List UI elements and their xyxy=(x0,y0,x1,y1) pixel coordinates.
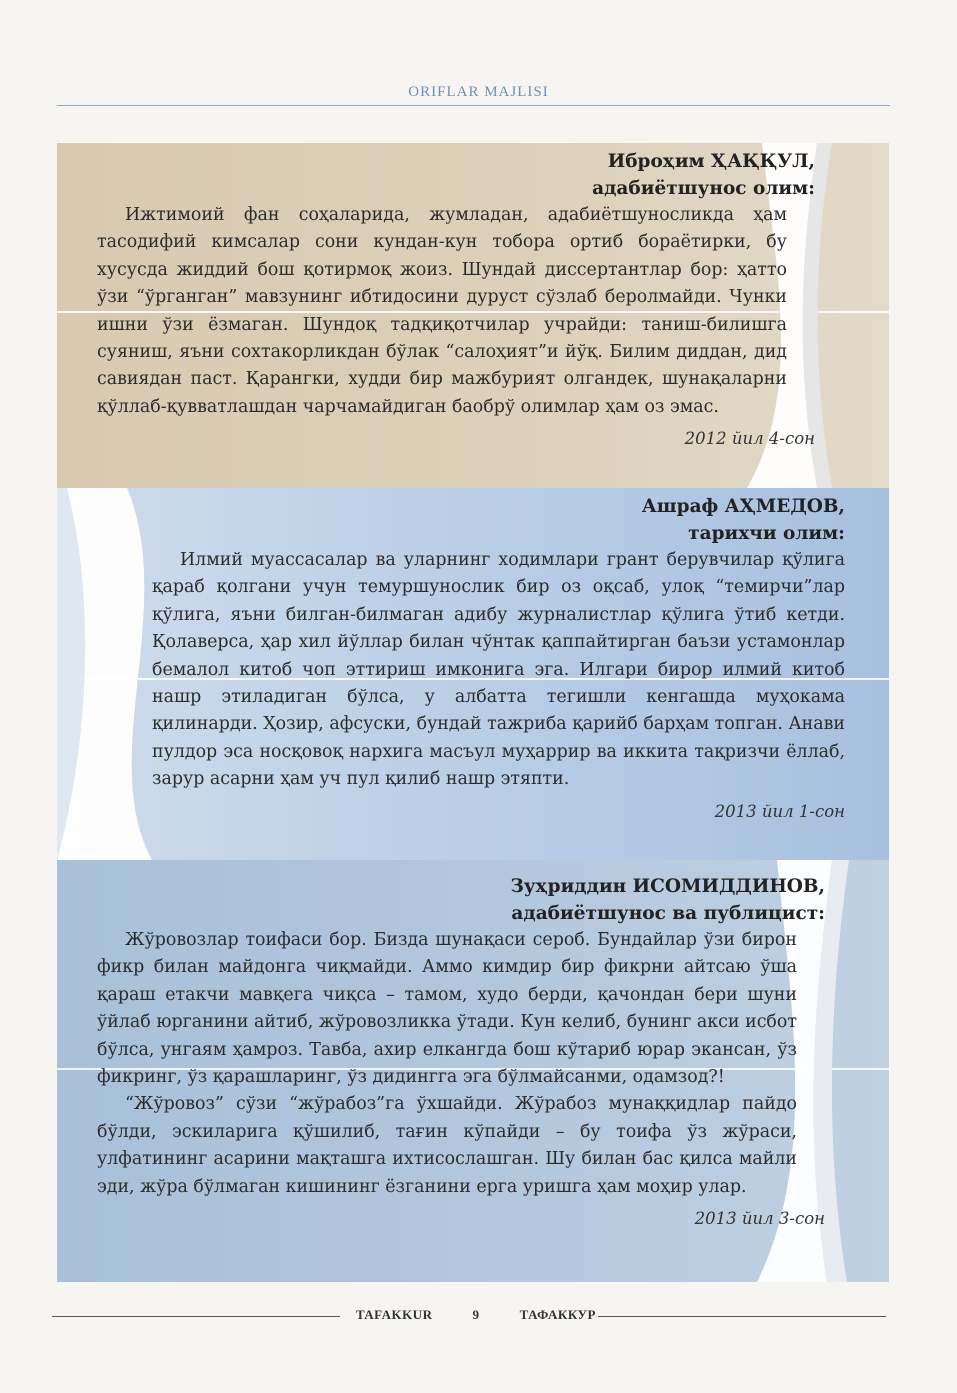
footer-rule-left xyxy=(52,1316,340,1317)
footer-title-cyrillic: ТАФАККУР xyxy=(519,1307,596,1322)
quote-block xyxy=(152,493,845,825)
quote-paragraph: Ижтимоий фан соҳаларида, жумладан, адабиётшуносликда ҳам тасодифий кимсалар сони кундан-кун тобора ортиб бораётирки, бу хусусда жиддий бош қотирмоқ жоиз. Шундай диссертантлар бор: ҳатто ўзи “ўрганган” мавзунинг ибтидосини дуруст сўзлаб беролмайди. Чунки ишни ўзи ёзмаган. Шундоқ тадқиқотчилар учрайди: таниш-билишга суяниш, яъни сохтакорликдан бўлак “салоҳият”и йўқ. Билим диддан, дид савиядан паст. Қарангки, худди бир мажбурият олгандек, шунақаларни қўллаб-қувватлашдан чарчамайдиган баобрў олимлар ҳам оз эмас. xyxy=(97,205,787,417)
author-name: Зуҳриддин ИСОМИДДИНОВ, xyxy=(510,876,825,897)
author-role: адабиётшунос ва публицист: xyxy=(511,903,825,924)
author-name: Иброҳим ҲАҚҚУЛ, xyxy=(607,151,815,172)
page-number: 9 xyxy=(472,1307,480,1322)
issue-source: 2012 йил 4-сон xyxy=(684,429,815,449)
page-footer xyxy=(0,1307,957,1327)
quote-panel-3 xyxy=(57,860,889,1282)
footer-rule-right xyxy=(598,1316,886,1317)
quote-block xyxy=(97,148,815,453)
quote-paragraph: “Жўровоз” сўзи “жўрабоз”га ўхшайди. Жўрабоз мунаққидлар пайдо бўлди, эскиларига қўшилиб, тағин кўпайди – бу тоифа ўз жўраси, улфатининг асарини мақташга ихтисослашган. Шу билан бас қилса майли эди, жўра бўлмаган кишининг ёзганини ерга уришга ҳам моҳир улар. xyxy=(97,1094,797,1197)
issue-source: 2013 йил 1-сон xyxy=(714,801,845,821)
quote-block xyxy=(97,873,825,1232)
running-head: ORIFLAR MAJLISI xyxy=(408,84,549,100)
quote-panel-1 xyxy=(57,143,889,488)
quote-paragraph: Жўровозлар тоифаси бор. Бизда шунақаси сероб. Бундайлар ўзи бирон фикр билан майдонга чиқмайди. Аммо кимдир бир фикрни айтсаю ўша қараш етакчи мавқега чиқса – тамом, худо берди, қачондан бери шуни ўйлаб юрганини айтиб, жўровозликка ўтади. Кун келиб, бунинг акси исбот бўлса, унгаям ҳамроз. Тавба, ахир елкангда бош кўтариб юрар экансан, ўз фикринг, ўз қарашларинг, ўз дидингга эга бўлмайсанми, одамзод?! xyxy=(97,930,797,1088)
author-role: адабиётшунос олим: xyxy=(592,178,815,199)
author-name: Ашраф АҲМЕДОВ, xyxy=(641,496,845,517)
issue-source: 2013 йил 3-сон xyxy=(694,1209,825,1229)
quote-panel-2 xyxy=(57,488,889,860)
footer-text xyxy=(356,1307,596,1323)
footer-title-latin: TAFAKKUR xyxy=(356,1307,433,1322)
quote-paragraph: Илмий муассасалар ва уларнинг ходимлари грант берувчилар қўлига қараб қолгани учун темуршунослик бир оз оқсаб, улоқ “темирчи”лар қўлига, яъни билган-билмаган адибу журналистлар қўлига ўтиб кетди. Қолаверса, ҳар хил йўллар билан чўнтак қаппайтирган баъзи устамонлар бемалол китоб чоп эттириш имконига эга. Илгари бирор илмий китоб нашр этиладиган бўлса, у албатта тегишли кенгашда муҳокама қилинарди. Ҳозир, афсуски, бундай тажриба қарийб барҳам топган. Анави пулдор эса носқовоқ нархига масъул муҳаррир ва иккита тақризчи ёллаб, зарур асарни ҳам уч пул қилиб нашр этяпти. xyxy=(152,550,845,790)
header-rule xyxy=(57,105,890,106)
author-role: тарихчи олим: xyxy=(688,523,845,544)
